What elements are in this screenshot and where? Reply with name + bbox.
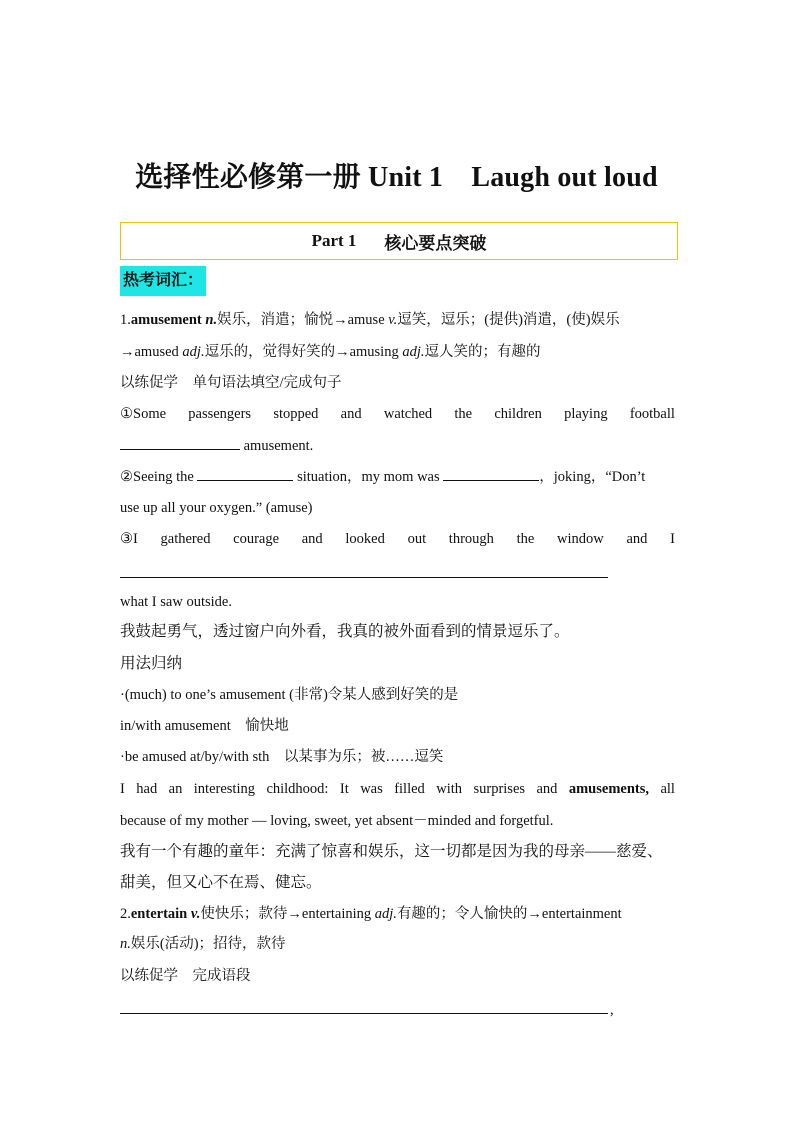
word: and <box>301 531 323 547</box>
example-translation-1: 我有一个有趣的童年：充满了惊喜和娱乐，这一切都是因为我的母亲——慈爱、 <box>120 843 663 860</box>
word: had <box>136 781 158 797</box>
word: through <box>448 531 494 547</box>
answer-blank[interactable] <box>120 435 240 450</box>
word: all <box>660 781 675 797</box>
page-title: 选择性必修第一册 Unit 1 Laugh out loud <box>135 162 658 193</box>
word: children <box>494 406 542 422</box>
word: the <box>516 531 535 547</box>
word: It <box>339 781 349 797</box>
word: the <box>454 406 473 422</box>
exercise-2-line2: use up all your oxygen.” (amuse) <box>120 500 313 516</box>
practice-label-2: 以练促学 完成语段 <box>120 968 251 984</box>
word: out <box>407 531 427 547</box>
hot-words-label: 热考词汇： <box>120 266 206 296</box>
word: with <box>436 781 463 797</box>
word: looked <box>345 531 385 547</box>
word: and <box>340 406 362 422</box>
word: courage <box>233 531 280 547</box>
word: interesting <box>193 781 255 797</box>
vocab-item-1-line2: →amused adj.逗乐的，觉得好笑的→amusing adj.逗人笑的；有趣的 <box>120 344 541 360</box>
example-line1 <box>120 779 675 799</box>
answer-line[interactable] <box>120 1013 608 1014</box>
word: playing <box>564 406 608 422</box>
vocab-word: entertain <box>130 906 188 922</box>
word: and <box>626 531 648 547</box>
word: an <box>168 781 183 797</box>
word: passengers <box>188 406 252 422</box>
word: surprises <box>473 781 526 797</box>
word: stopped <box>273 406 319 422</box>
vocab-item-2-line1: 2.entertain v.使快乐；款待→entertaining adj.有趣的；令人愉快的→entertainment <box>120 906 622 922</box>
word: football <box>629 406 675 422</box>
practice-label-1: 以练促学 单句语法填空/完成句子 <box>120 375 342 391</box>
exercise-3-line2: what I saw outside. <box>120 594 232 610</box>
answer-blank[interactable] <box>443 466 539 481</box>
word: window <box>557 531 604 547</box>
word: amusements, <box>568 781 649 797</box>
word: and <box>536 781 558 797</box>
part-name: 核心要点突破 <box>384 233 487 253</box>
word: childhood: <box>266 781 329 797</box>
word: watched <box>383 406 433 422</box>
word: filled <box>394 781 425 797</box>
usage-item: ·(much) to one’s amusement (非常)令某人感到好笑的是 <box>120 687 459 703</box>
trailing-comma: , <box>610 1002 614 1018</box>
usage-label: 用法归纳 <box>120 655 183 672</box>
exercise-1-line1 <box>120 404 675 424</box>
word: gathered <box>160 531 211 547</box>
usage-item: ·be amused at/by/with sth 以某事为乐；被……逗笑 <box>120 749 444 765</box>
part-header <box>120 222 678 260</box>
answer-line[interactable] <box>120 577 608 578</box>
answer-blank[interactable] <box>197 466 293 481</box>
exercise-3-translation: 我鼓起勇气，透过窗户向外看，我真的被外面看到的情景逗乐了。 <box>120 623 570 640</box>
exercise-2-line1: ②Seeing the situation，my mom was ，joking，“Don’t <box>120 466 675 487</box>
word: ①Some <box>120 406 167 422</box>
word: was <box>360 781 383 797</box>
vocab-word: amusement <box>130 312 202 328</box>
word: I <box>670 531 675 547</box>
example-line2: because of my mother — loving, sweet, yet absent－minded and forgetful. <box>120 813 554 829</box>
vocab-item-1-line1: 1.amusement n.娱乐，消遣；愉悦→amuse v.逗笑，逗乐；(提供)消遣，(使)娱乐 <box>120 312 620 328</box>
exercise-1-line2: amusement. <box>120 435 675 456</box>
word: I <box>120 781 125 797</box>
usage-item: in/with amusement 愉快地 <box>120 718 289 734</box>
vocab-item-2-line2: n.娱乐(活动)；招待，款待 <box>120 936 286 952</box>
part-number: Part 1 <box>311 231 357 250</box>
word: ③I <box>120 531 138 547</box>
exercise-3-line1 <box>120 529 675 549</box>
example-translation-2: 甜美，但又心不在焉、健忘。 <box>120 874 322 891</box>
